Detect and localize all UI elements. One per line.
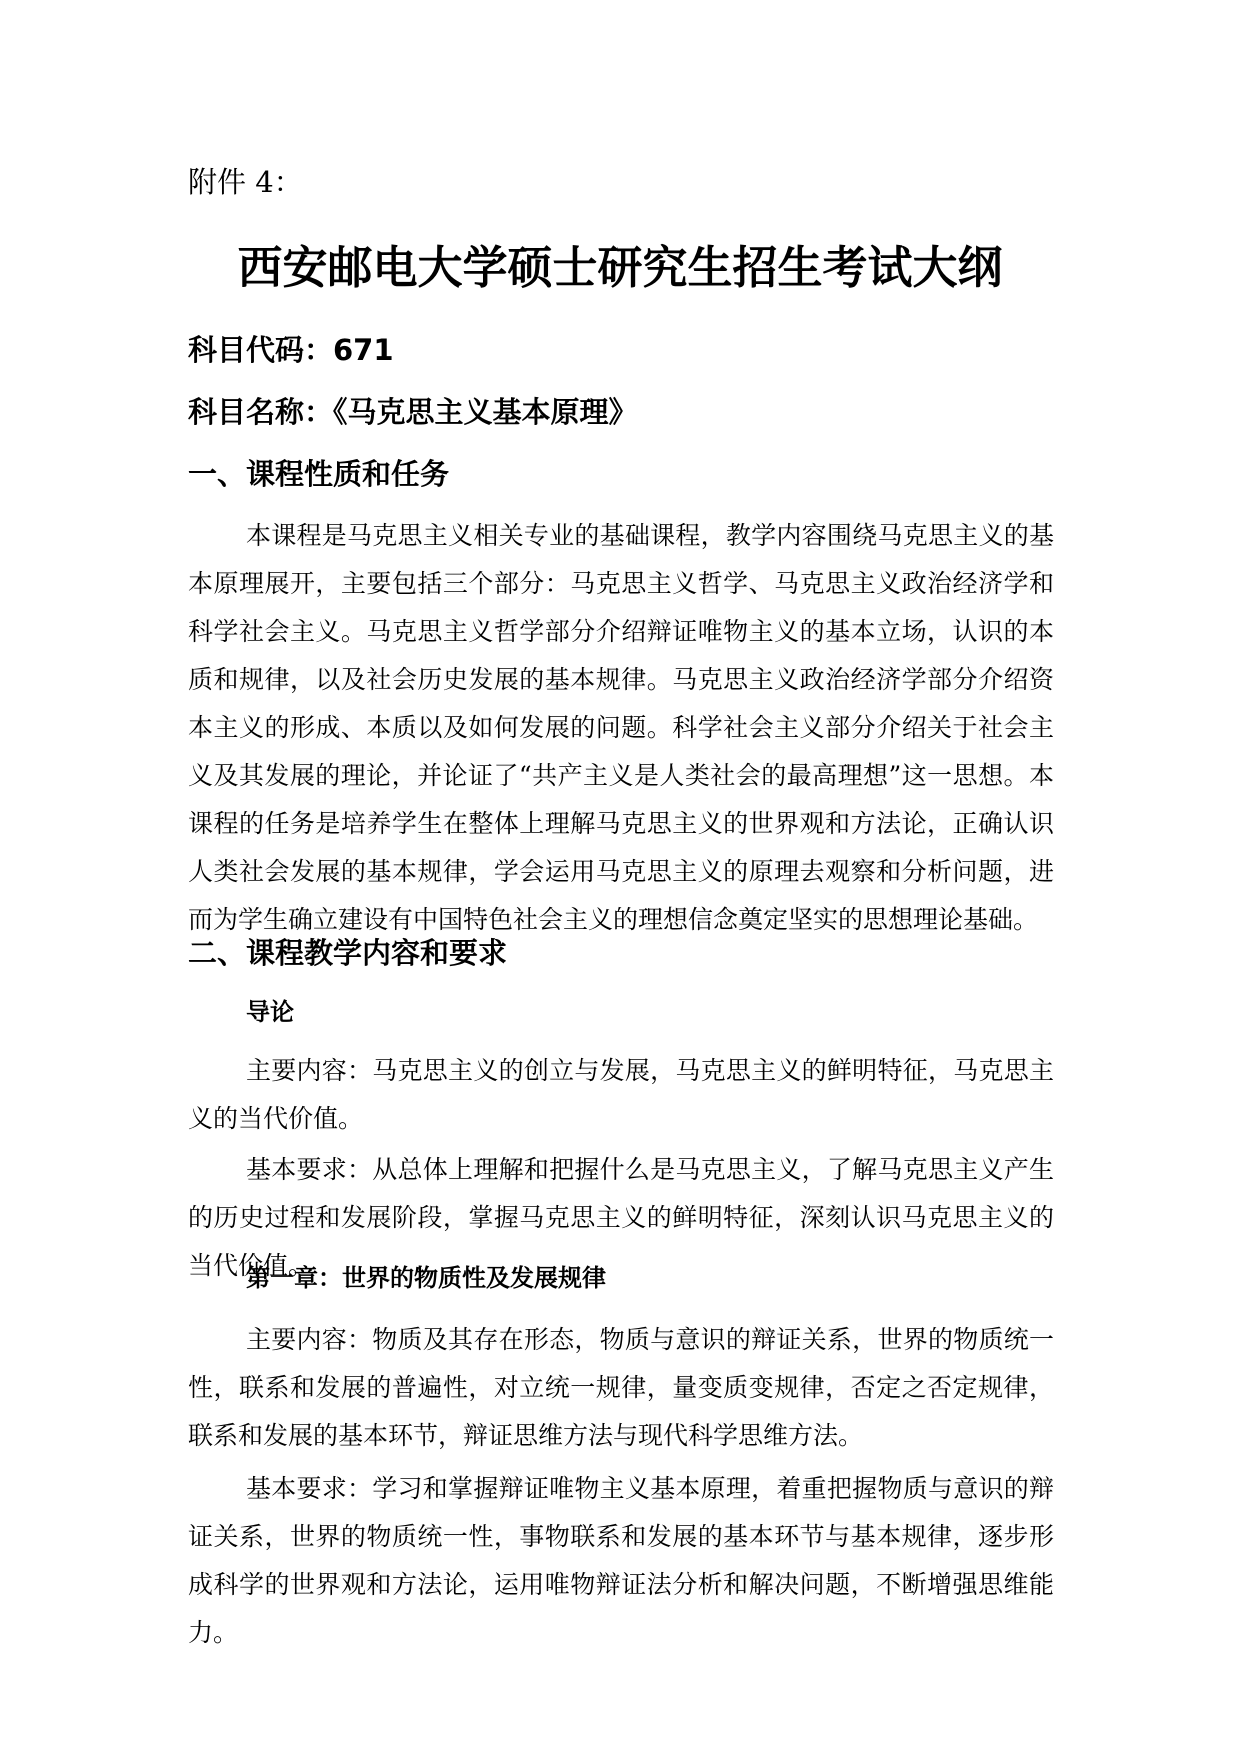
chapter-1-requirements: 基本要求：学习和掌握辩证唯物主义基本原理，着重把握物质与意识的辩证关系，世界的物质统一性，事物联系和发展的基本环节与基本规律，逐步形成科学的世界观和方法论，运用唯物辩证法分析和解决问题，不断增强思维能力。 — [188, 1474, 1054, 1647]
subject-name: 科目名称：《马克思主义基本原理》 — [188, 395, 638, 429]
intro-heading: 导论 — [246, 998, 294, 1026]
document-title: 西安邮电大学硕士研究生招生考试大纲 — [237, 241, 1003, 294]
section-1-body: 本课程是马克思主义相关专业的基础课程，教学内容围绕马克思主义的基本原理展开，主要包括三个部分：马克思主义哲学、马克思主义政治经济学和科学社会主义。马克思主义哲学部分介绍辩证唯物主义的基本立场，认识的本质和规律，以及社会历史发展的基本规律。马克思主义政治经济学部分介绍资本主义的形成、本质以及如何发展的问题。科学社会主义部分介绍关于社会主义及其发展的理论，并论证了“共产主义是人类社会的最高理想”这一思想。本课程的任务是培养学生在整体上理解马克思主义的世界观和方法论，正确认识人类社会发展的基本规律，学会运用马克思主义的原理去观察和分析问题，进而为学生确立建设有中国特色社会主义的理想信念奠定坚实的思想理论基础。 — [188, 521, 1054, 934]
attachment-label: 附件 4： — [188, 165, 303, 199]
section-2-heading: 二、课程教学内容和要求 — [188, 936, 508, 970]
section-1-heading: 一、课程性质和任务 — [188, 457, 450, 491]
intro-content: 主要内容：马克思主义的创立与发展，马克思主义的鲜明特征，马克思主义的当代价值。 — [188, 1056, 1054, 1133]
intro-requirements: 基本要求：从总体上理解和把握什么是马克思主义，了解马克思主义产生的历史过程和发展阶段，掌握马克思主义的鲜明特征，深刻认识马克思主义的当代价值。 — [188, 1155, 1054, 1280]
subject-code: 科目代码：671 — [188, 333, 394, 367]
chapter-1-content: 主要内容：物质及其存在形态，物质与意识的辩证关系，世界的物质统一性，联系和发展的普遍性，对立统一规律，量变质变规律，否定之否定规律，联系和发展的基本环节，辩证思维方法与现代科学思维方法。 — [188, 1325, 1054, 1450]
chapter-1-heading: 第一章：世界的物质性及发展规律 — [246, 1264, 606, 1292]
